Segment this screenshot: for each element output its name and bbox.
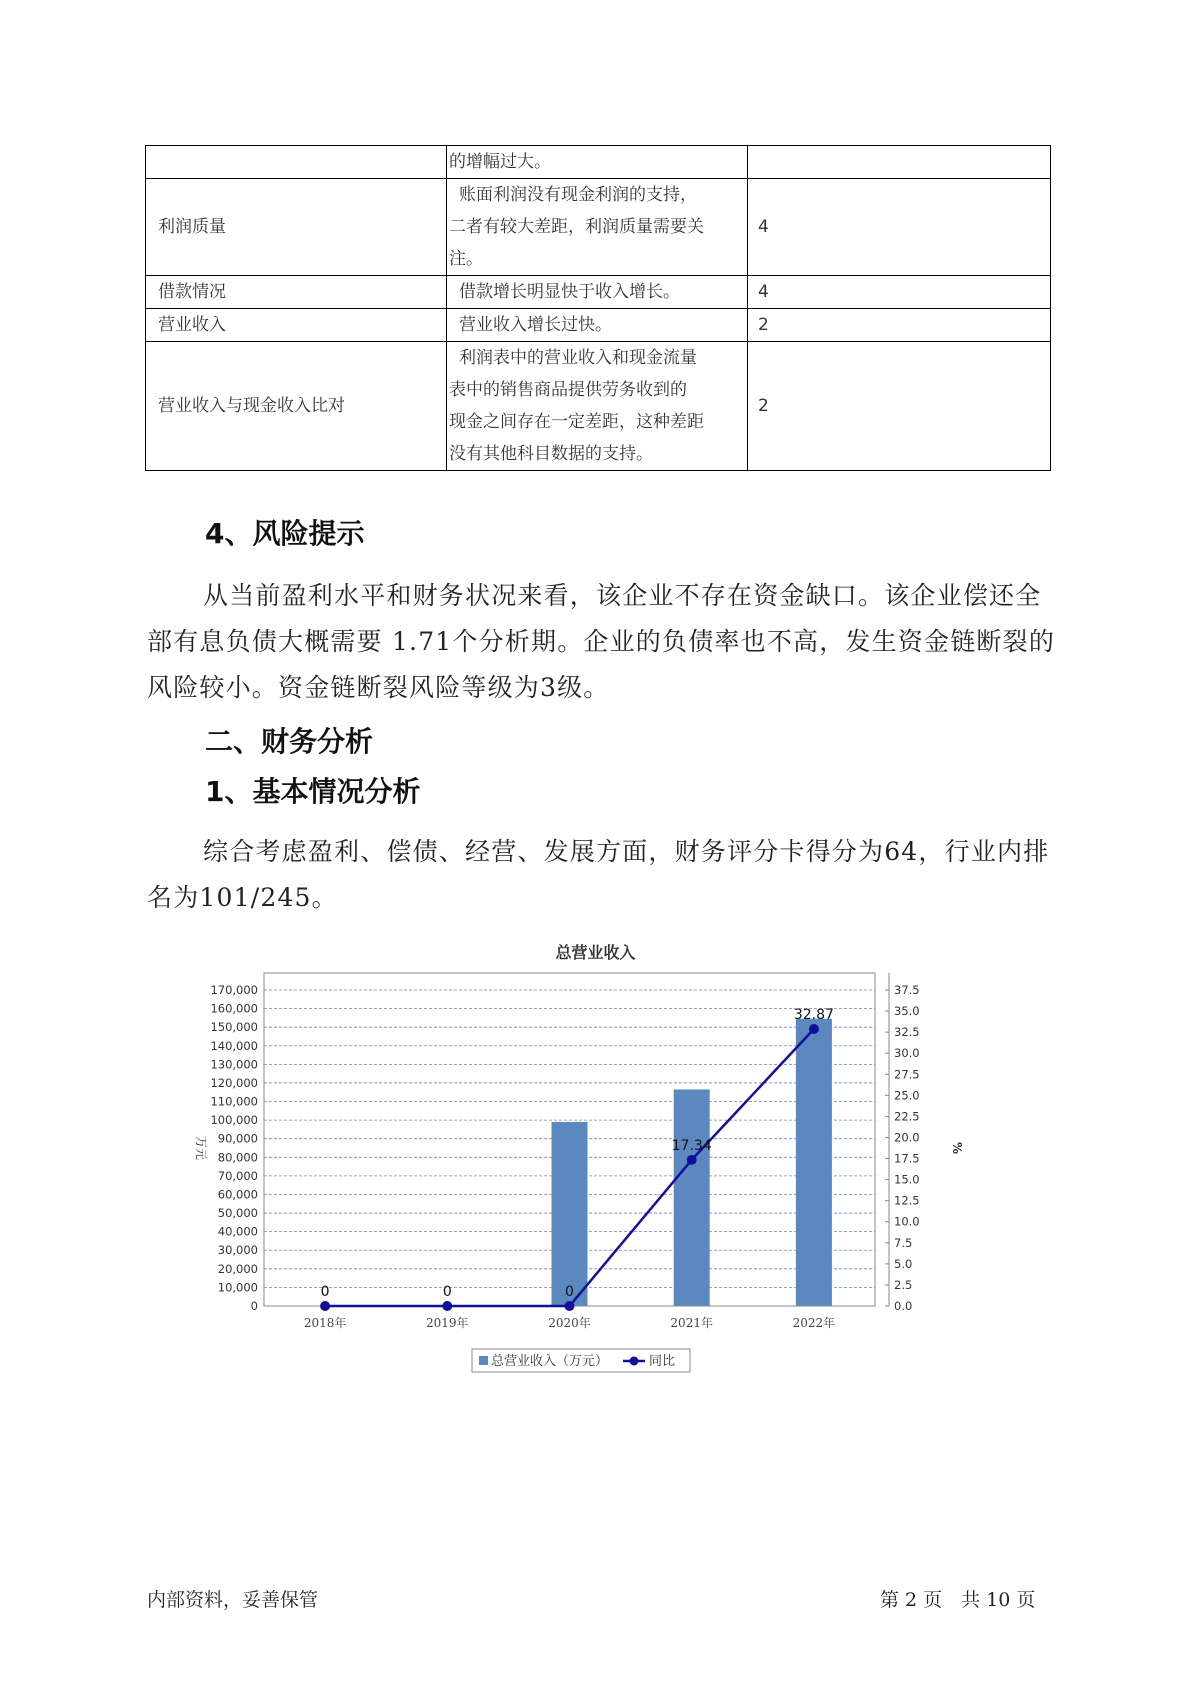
risk-description-cell	[447, 342, 748, 471]
risk-description-line: 借款增长明显快于收入增长。	[459, 282, 680, 302]
yoy-point	[565, 1301, 575, 1311]
y-right-tick-label: 37.5	[894, 983, 920, 997]
y-tick-label: 150,000	[210, 1020, 258, 1035]
risk-description-line: 表中的销售商品提供劳务收到的	[449, 380, 687, 400]
risk-description-line: 营业收入增长过快。	[459, 315, 612, 335]
risk-description-cell	[447, 276, 748, 309]
yoy-data-label: 17.34	[671, 1137, 712, 1154]
yoy-point	[687, 1155, 697, 1165]
y-right-tick-label: 5.0	[894, 1256, 913, 1271]
y-right-tick-label: 0.0	[894, 1299, 913, 1313]
y-axis-title: 万元	[194, 1135, 208, 1161]
y-tick-label: 120,000	[210, 1075, 258, 1090]
revenue-chart	[175, 940, 995, 1400]
risk-score-cell: 4	[748, 179, 1051, 276]
bar-2020年	[552, 1122, 588, 1306]
risk-description-cell	[447, 309, 748, 342]
x-tick-label: 2022年	[792, 1316, 836, 1330]
yoy-data-label: 0	[320, 1284, 330, 1300]
footer-page-number: 第 2 页 共 10 页	[880, 1589, 1036, 1611]
legend-line-label: 同比	[649, 1354, 676, 1369]
risk-score-cell: 2	[748, 309, 1051, 342]
risk-description-line: 的增幅过大。	[449, 152, 551, 172]
y-right-tick-label: 15.0	[894, 1172, 920, 1187]
y-tick-label: 100,000	[210, 1113, 258, 1128]
yoy-point	[320, 1301, 330, 1311]
risk-description-line: 现金之间存在一定差距，这种差距	[449, 412, 704, 432]
yoy-data-label: 0	[442, 1284, 452, 1300]
risk-item-cell: 利润质量	[146, 179, 447, 276]
risk-item-cell: 营业收入	[146, 309, 447, 342]
y-tick-label: 80,000	[217, 1150, 258, 1165]
y-tick-label: 130,000	[210, 1057, 258, 1072]
table-row	[146, 179, 1051, 276]
risk-paragraph: 从当前盈利水平和财务状况来看，该企业不存在资金缺口。该企业偿还全部有息负债大概需要 1.71个分析期。企业的负债率也不高，发生资金链断裂的风险较小。资金链断裂风险等级为3级。	[147, 581, 1056, 702]
y-tick-label: 20,000	[217, 1261, 258, 1276]
chart-title: 总营业收入	[555, 943, 636, 962]
risk-description-cell	[447, 179, 748, 276]
risk-description-line: 二者有较大差距，利润质量需要关	[449, 217, 704, 237]
y-right-tick-label: 12.5	[894, 1193, 920, 1208]
y-tick-label: 50,000	[217, 1206, 258, 1221]
footer-confidential: 内部资料，妥善保管	[147, 1589, 319, 1611]
x-tick-label: 2021年	[670, 1316, 713, 1330]
risk-score-cell: 4	[748, 276, 1051, 309]
risk-score-cell	[748, 146, 1051, 179]
legend-line-marker	[630, 1357, 639, 1366]
risk-description-line: 没有其他科目数据的支持。	[449, 444, 653, 464]
yoy-data-label: 32.87	[793, 1007, 834, 1024]
subsection-heading-basic: 1、基本情况分析	[205, 775, 421, 808]
y-right-axis-title: %	[950, 1141, 964, 1155]
x-tick-label: 2019年	[426, 1316, 469, 1330]
risk-description-line: 注。	[449, 249, 483, 269]
risk-table	[145, 145, 1051, 471]
legend-bar-swatch	[479, 1356, 488, 1365]
y-right-tick-label: 7.5	[894, 1235, 913, 1250]
risk-description-line: 利润表中的营业收入和现金流量	[459, 348, 697, 368]
yoy-data-label: 0	[565, 1284, 574, 1300]
table-row	[146, 342, 1051, 471]
y-right-tick-label: 27.5	[894, 1067, 920, 1082]
y-right-tick-label: 22.5	[894, 1109, 920, 1124]
table-row	[146, 276, 1051, 309]
y-tick-label: 0	[250, 1299, 258, 1313]
y-tick-label: 140,000	[210, 1038, 258, 1053]
risk-description-line: 账面利润没有现金利润的支持，	[459, 185, 697, 205]
section-heading-risk: 4、风险提示	[205, 517, 365, 550]
yoy-point	[809, 1024, 819, 1034]
revenue-chart-svg	[175, 940, 995, 1400]
risk-item-cell: 借款情况	[146, 276, 447, 309]
y-right-tick-label: 30.0	[894, 1046, 920, 1061]
y-right-tick-label: 10.0	[894, 1214, 920, 1229]
y-right-tick-label: 35.0	[894, 1004, 920, 1019]
bar-2021年	[671, 1089, 712, 1306]
legend-bar-label: 总营业收入（万元）	[491, 1354, 609, 1369]
y-tick-label: 60,000	[217, 1187, 258, 1202]
risk-item-cell	[146, 146, 447, 179]
x-tick-label: 2018年	[303, 1316, 347, 1330]
y-tick-label: 70,000	[217, 1168, 258, 1183]
finance-paragraph: 综合考虑盈利、偿债、经营、发展方面，财务评分卡得分为64，行业内排名为101/245。	[147, 837, 1050, 912]
risk-score-cell: 2	[748, 342, 1051, 471]
y-right-tick-label: 2.5	[894, 1277, 913, 1292]
y-tick-label: 90,000	[217, 1131, 258, 1146]
y-tick-label: 170,000	[210, 983, 258, 997]
y-right-tick-label: 25.0	[894, 1088, 920, 1103]
y-tick-label: 40,000	[217, 1224, 258, 1239]
y-tick-label: 10,000	[217, 1280, 258, 1295]
table-row	[146, 309, 1051, 342]
y-right-tick-label: 32.5	[894, 1025, 920, 1040]
risk-item-cell: 营业收入与现金收入比对	[146, 342, 447, 471]
table-row	[146, 146, 1051, 179]
bar-2022年	[796, 1019, 832, 1306]
y-right-tick-label: 20.0	[894, 1130, 920, 1145]
y-tick-label: 160,000	[210, 1001, 258, 1016]
y-tick-label: 110,000	[210, 1094, 258, 1109]
x-tick-label: 2020年	[548, 1316, 591, 1330]
yoy-point	[442, 1301, 452, 1311]
y-right-tick-label: 17.5	[894, 1151, 920, 1166]
risk-description-cell	[447, 146, 748, 179]
risk-table-body	[146, 146, 1051, 471]
y-tick-label: 30,000	[217, 1243, 258, 1258]
section-heading-finance: 二、财务分析	[205, 725, 374, 758]
